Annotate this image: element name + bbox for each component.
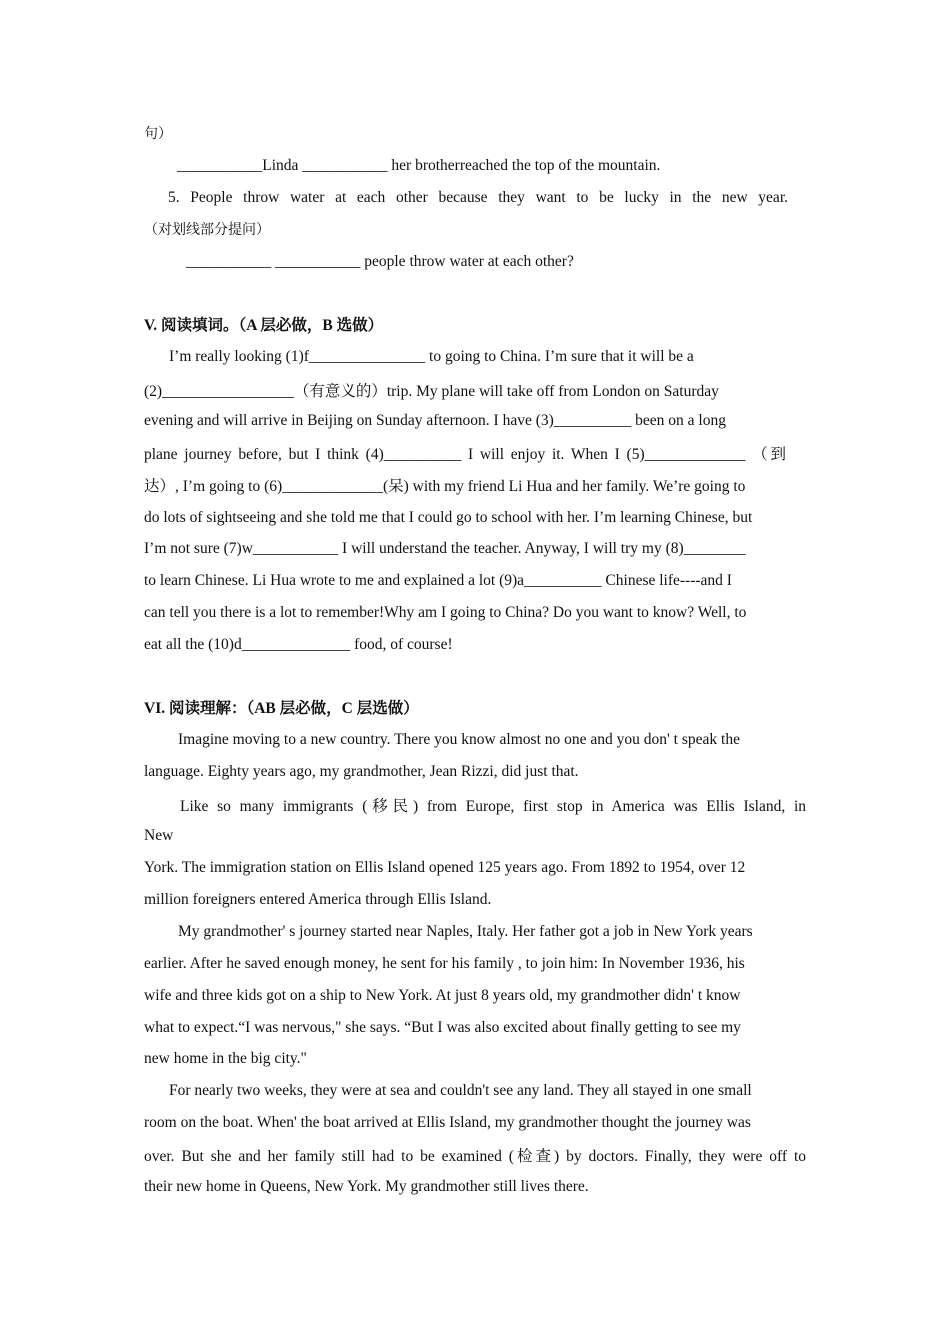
passage-line: eat all the (10)d______________ food, of course! bbox=[144, 636, 453, 653]
passage-line: their new home in Queens, New York. My grandmother still lives there. bbox=[144, 1178, 589, 1195]
exercise-instruction: （对划线部分提问） bbox=[144, 222, 270, 238]
passage-line: My grandmother' s journey started near Naples, Italy. Her father got a job in New York years bbox=[178, 923, 753, 940]
sentence-fragment: 句） bbox=[144, 126, 172, 142]
exercise-line: ___________ ___________ people throw water at each other? bbox=[186, 253, 574, 270]
passage-line: For nearly two weeks, they were at sea and couldn't see any land. They all stayed in one small bbox=[169, 1082, 752, 1099]
passage-line: (2)_________________（有意义的）trip. My plane will take off from London on Saturday bbox=[144, 383, 719, 400]
passage-line: new home in the big city." bbox=[144, 1050, 307, 1067]
passage-line: million foreigners entered America through Ellis Island. bbox=[144, 891, 492, 908]
passage-line: do lots of sightseeing and she told me that I could go to school with her. I’m learning Chinese, but bbox=[144, 509, 753, 526]
passage-line: what to expect.“I was nervous," she says. “But I was also excited about finally getting to see my bbox=[144, 1019, 741, 1036]
passage-line: wife and three kids got on a ship to New York. At just 8 years old, my grandmother didn' t know bbox=[144, 987, 741, 1004]
passage-line: can tell you there is a lot to remember!Why am I going to China? Do you want to know? Well, to bbox=[144, 604, 747, 621]
passage-line: I’m really looking (1)f_______________ to going to China. I’m sure that it will be a bbox=[169, 348, 694, 365]
passage-line: to learn Chinese. Li Hua wrote to me and explained a lot (9)a__________ Chinese life----and I bbox=[144, 572, 732, 589]
passage-line: New bbox=[144, 827, 174, 844]
exercise-question: 5. People throw water at each other because they want to be lucky in the new year. bbox=[168, 189, 788, 206]
passage-line: earlier. After he saved enough money, he sent for his family , to join him: In November 1936, his bbox=[144, 955, 745, 972]
passage-line: Imagine moving to a new country. There you know almost no one and you don' t speak the bbox=[178, 731, 740, 748]
passage-line: 达）, I’m going to (6)_____________(呆) with my friend Li Hua and her family. We’re going to bbox=[144, 478, 746, 495]
passage-line: Like so many immigrants (移民) from Europe, first stop in America was Ellis Island, in bbox=[180, 798, 806, 815]
passage-line: I’m not sure (7)w___________ I will understand the teacher. Anyway, I will try my (8)________ bbox=[144, 540, 746, 557]
passage-line: over. But she and her family still had to be examined (检查) by doctors. Finally, they were off to bbox=[144, 1148, 806, 1165]
section-heading: V. 阅读填词。（A 层必做，B 选做） bbox=[144, 317, 384, 334]
passage-line: plane journey before, but I think (4)__________ I will enjoy it. When I (5)_____________ （到 bbox=[144, 446, 786, 463]
passage-line: room on the boat. When' the boat arrived at Ellis Island, my grandmother thought the journey was bbox=[144, 1114, 751, 1131]
passage-line: evening and will arrive in Beijing on Sunday afternoon. I have (3)__________ been on a long bbox=[144, 412, 726, 429]
exercise-line: ___________Linda ___________ her brotherreached the top of the mountain. bbox=[177, 157, 661, 174]
section-heading: VI. 阅读理解：（AB 层必做，C 层选做） bbox=[144, 700, 419, 717]
passage-line: York. The immigration station on Ellis Island opened 125 years ago. From 1892 to 1954, over 12 bbox=[144, 859, 746, 876]
passage-line: language. Eighty years ago, my grandmother, Jean Rizzi, did just that. bbox=[144, 763, 579, 780]
